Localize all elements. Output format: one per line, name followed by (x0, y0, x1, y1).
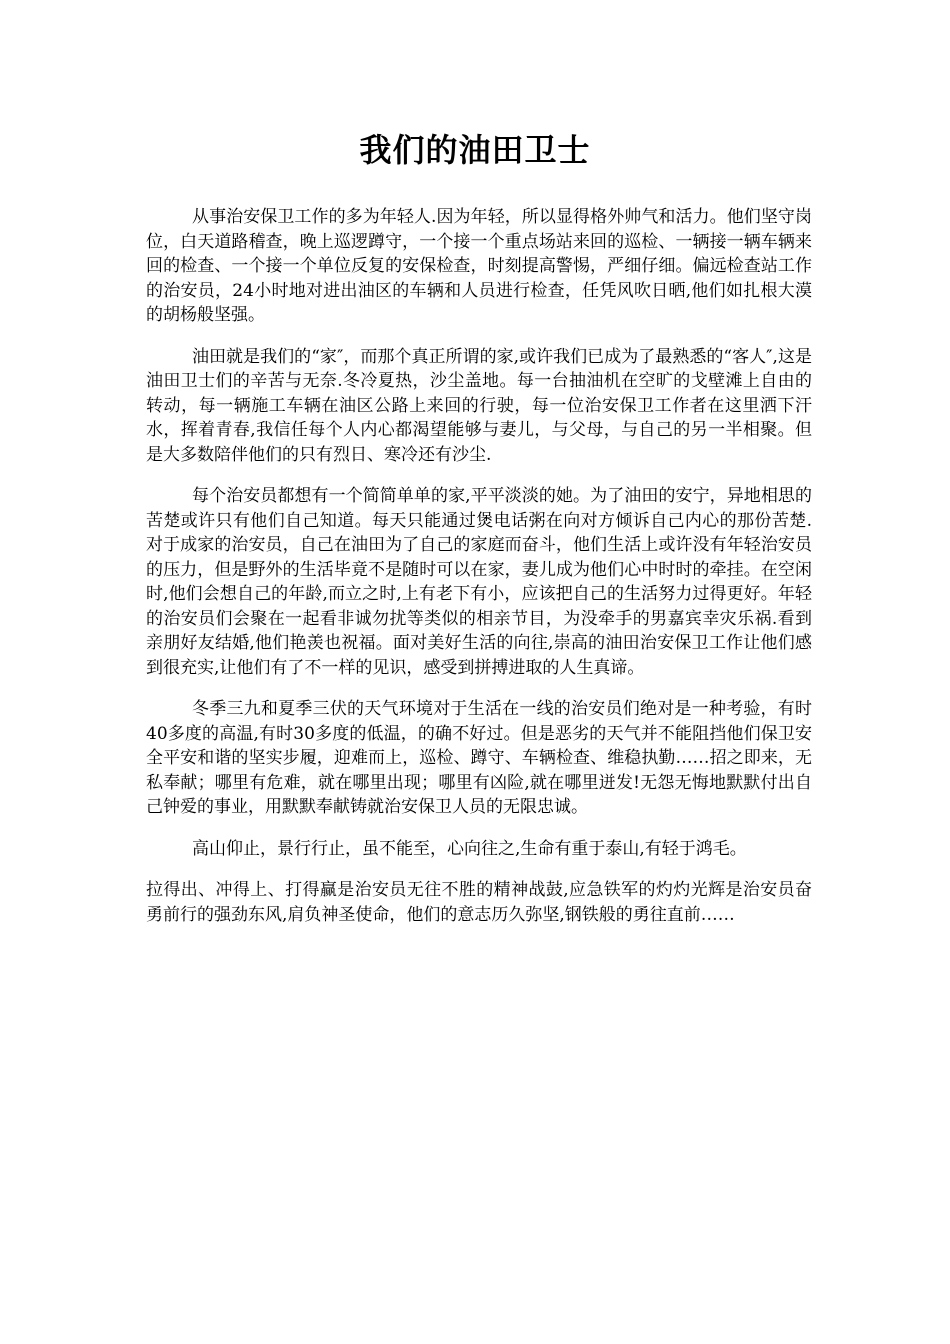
document-body (146, 205, 812, 944)
paragraph-1: 从事治安保卫工作的多为年轻人.因为年轻，所以显得格外帅气和活力。他们坚守岗位，白天道路稽查，晚上巡逻蹲守，一个接一个重点场站来回的巡检、一辆接一辆车辆来回的检查、一个接一个单位反复的安保检查，时刻提高警惕，严细仔细。偏远检查站工作的治安员，24小时地对进出油区的车辆和人员进行检查，任凭风吹日晒,他们如扎根大漠的胡杨般坚强。 (146, 207, 812, 325)
paragraph-3: 每个治安员都想有一个简简单单的家,平平淡淡的她。为了油田的安宁，异地相思的苦楚或许只有他们自己知道。每天只能通过煲电话粥在向对方倾诉自己内心的那份苦楚.对于成家的治安员，自己在油田为了自己的家庭而奋斗，他们生活上或许没有年轻治安员的压力，但是野外的生活毕竟不是随时可以在家，妻儿成为他们心中时时的牵挂。在空闲时,他们会想自己的年龄,而立之时,上有老下有小，应该把自己的生活努力过得更好。年轻的治安员们会聚在一起看非诚勿扰等类似的相亲节目，为没牵手的男嘉宾幸灾乐祸.看到亲朋好友结婚,他们艳羡也祝福。面对美好生活的向往,崇高的油田治安保卫工作让他们感到很充实,让他们有了不一样的见识，感受到拼搏进取的人生真谛。 (146, 486, 812, 678)
paragraph-4: 冬季三九和夏季三伏的天气环境对于生活在一线的治安员们绝对是一种考验，有时40多度的高温,有时30多度的低温，的确不好过。但是恶劣的天气并不能阻挡他们保卫安全平安和谐的坚实步履，迎难而上，巡检、蹲守、车辆检查、维稳执勤……招之即来，无私奉献；哪里有危难，就在哪里出现；哪里有凶险,就在哪里迸发!无怨无悔地默默付出自己钟爱的事业，用默默奉献铸就治安保卫人员的无限忠诚。 (146, 699, 812, 817)
paragraph-5: 高山仰止，景行行止，虽不能至，心向往之,生命有重于泰山,有轻于鸿毛。 (192, 838, 747, 859)
paragraph-2: 油田就是我们的“家″，而那个真正所谓的家,或许我们已成为了最熟悉的“客人″,这是油田卫士们的辛苦与无奈.冬冷夏热，沙尘盖地。每一台抽油机在空旷的戈壁滩上自由的转动，每一辆施工车辆在油区公路上来回的行驶，每一位治安保卫工作者在这里洒下汗水，挥着青春,我信任每个人内心都渴望能够与妻儿，与父母，与自己的另一半相聚。但是大多数陪伴他们的只有烈日、寒冷还有沙尘. (146, 346, 812, 465)
paragraph-6: 拉得出、冲得上、打得赢是治安员无往不胜的精神战鼓,应急铁军的灼灼光辉是治安员奋勇前行的强劲东风,肩负神圣使命，他们的意志历久弥坚,钢铁般的勇往直前…… (146, 880, 812, 925)
document-title: 我们的油田卫士 (359, 131, 591, 169)
